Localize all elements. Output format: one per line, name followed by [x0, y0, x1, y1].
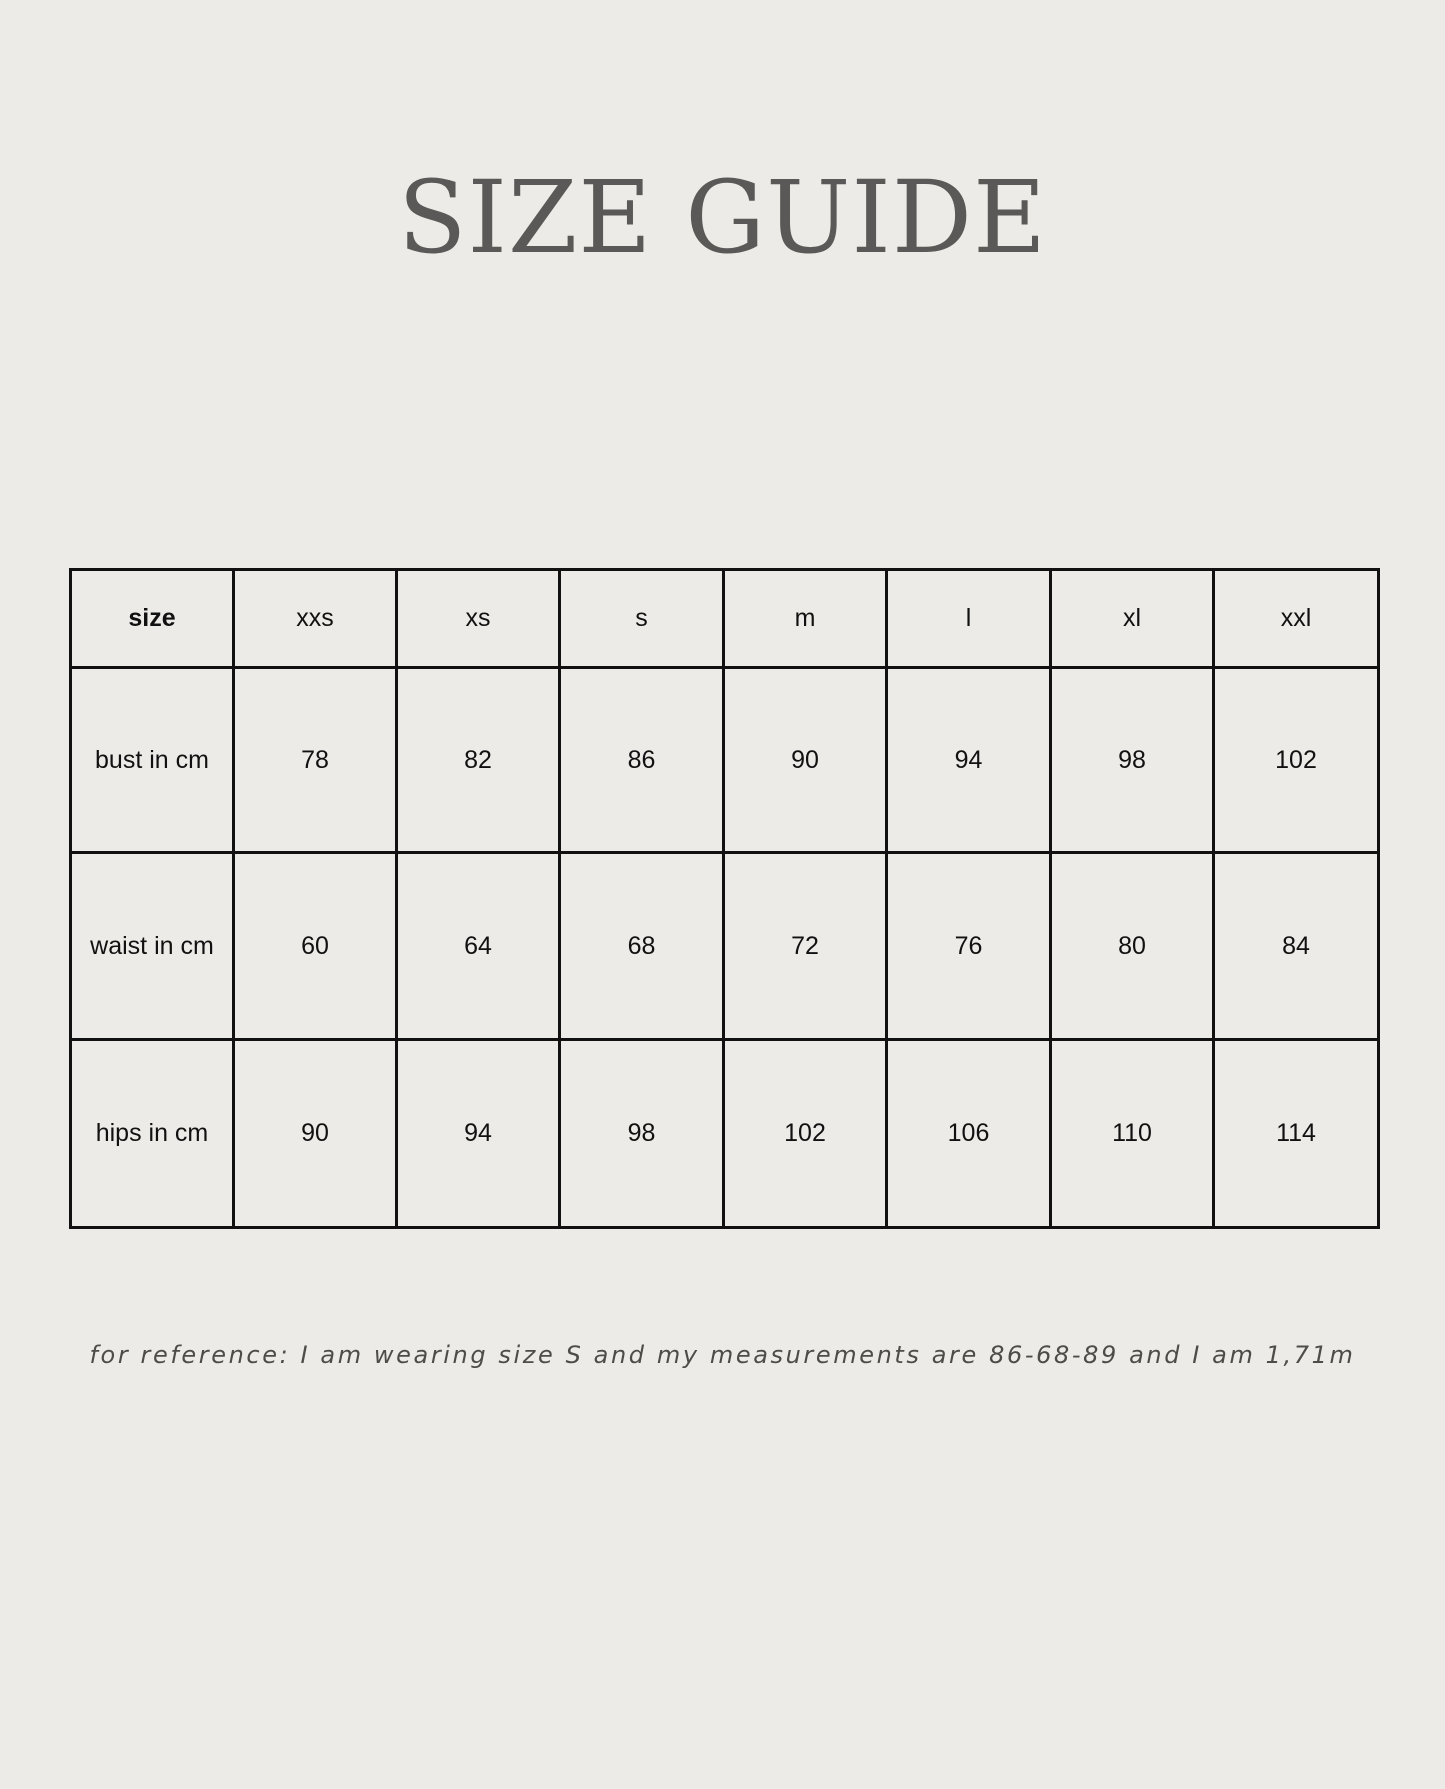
table-cell: 90 [234, 1040, 397, 1228]
header-cell-s: s [560, 570, 724, 668]
header-cell-xl: xl [1051, 570, 1214, 668]
header-cell-size: size [71, 570, 234, 668]
table-cell: 98 [1051, 668, 1214, 853]
header-cell-l: l [887, 570, 1051, 668]
header-cell-xxs: xxs [234, 570, 397, 668]
header-cell-xs: xs [397, 570, 560, 668]
table-cell: 114 [1214, 1040, 1379, 1228]
table-header-row [71, 570, 1379, 668]
table-cell: 86 [560, 668, 724, 853]
row-label-bust: bust in cm [71, 668, 234, 853]
table-cell: 110 [1051, 1040, 1214, 1228]
header-cell-xxl: xxl [1214, 570, 1379, 668]
size-table [69, 568, 1380, 1229]
table-cell: 90 [724, 668, 887, 853]
row-label-waist: waist in cm [71, 853, 234, 1040]
table-cell: 98 [560, 1040, 724, 1228]
table-row-waist [71, 853, 1379, 1040]
table-cell: 82 [397, 668, 560, 853]
table-cell: 68 [560, 853, 724, 1040]
table-row-bust [71, 668, 1379, 853]
table-cell: 80 [1051, 853, 1214, 1040]
table-cell: 106 [887, 1040, 1051, 1228]
table-cell: 84 [1214, 853, 1379, 1040]
table-cell: 94 [887, 668, 1051, 853]
table-cell: 60 [234, 853, 397, 1040]
table-cell: 94 [397, 1040, 560, 1228]
table-cell: 102 [724, 1040, 887, 1228]
table-cell: 78 [234, 668, 397, 853]
table-cell: 76 [887, 853, 1051, 1040]
table-cell: 72 [724, 853, 887, 1040]
table-row-hips [71, 1040, 1379, 1228]
table-cell: 64 [397, 853, 560, 1040]
size-table-container [69, 568, 1377, 1229]
page-title: SIZE GUIDE [397, 159, 1048, 276]
reference-note: for reference: I am wearing size S and my measurements are 86-68-89 and I am 1,71m [89, 1341, 1356, 1369]
table-cell: 102 [1214, 668, 1379, 853]
header-cell-m: m [724, 570, 887, 668]
row-label-hips: hips in cm [71, 1040, 234, 1228]
